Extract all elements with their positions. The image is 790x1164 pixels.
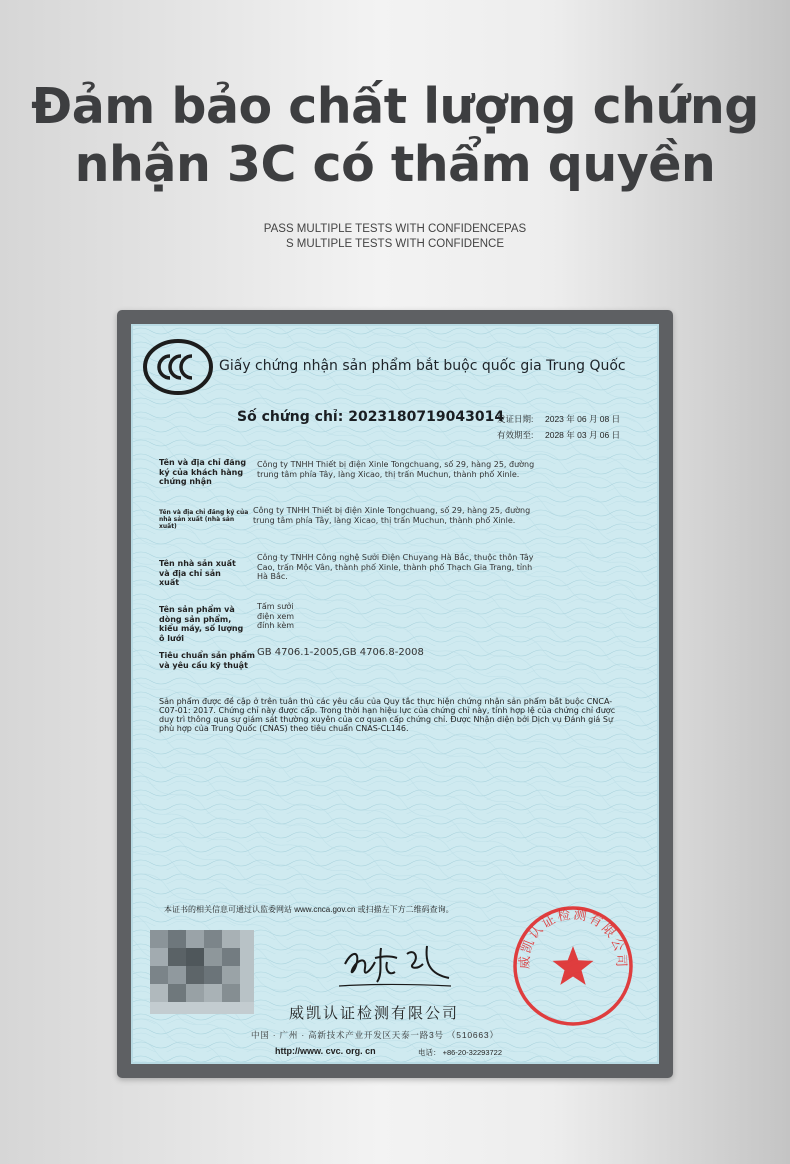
expiry-date-label: 有效期至: — [497, 430, 534, 440]
field-label-manufacturer: Tên và địa chỉ đăng ký của nhà sản xuất (nhà sản xuất) — [159, 509, 249, 530]
field-label-product: Tên sản phẩm và dòng sản phẩm, kiểu máy, số lượng ô lưới — [159, 605, 244, 643]
certificate-statement: Sản phẩm được đề cập ở trên tuân thủ các yêu cầu của Quy tắc thực hiện chứng nhận sản phẩm bắt buộc CNCA-C07-01: 2017. Chứng chỉ này được cấp. Trong thời hạn hiệu lực của chứng chỉ này, tính hợp lệ của chứng chỉ được duy trì thông qua sự giám sát thường xuyên của cơ quan cấp chứng chỉ. Được Nhận diện bởi Dịch vụ Đánh giá Sự phù hợp của Trung Quốc (CNAS) theo tiêu chuẩn CNAS-CL146. — [159, 697, 616, 733]
certificate-title: Giấy chứng nhận sản phẩm bắt buộc quốc gia Trung Quốc — [219, 358, 626, 374]
field-label-standard: Tiêu chuẩn sản phẩm và yêu cầu kỹ thuật — [159, 651, 255, 670]
issue-date: 2023 年 06 月 08 日 — [545, 414, 621, 424]
certificate-number: Số chứng chỉ: 2023180719043014 — [237, 409, 505, 425]
certificate-dates — [497, 411, 620, 443]
seal-text: 威凯认证检测有限公司 — [517, 907, 629, 970]
blurred-qr-code-icon — [150, 930, 254, 1014]
certificate — [131, 324, 659, 1064]
subtitle — [0, 222, 790, 252]
issuer-address: 中国 · 广州 · 高新技术产业开发区天泰一路3号 （510663） — [251, 1030, 499, 1040]
issuer-phone: 电话： +86-20-32293722 — [418, 1048, 503, 1057]
field-value-applicant: Công ty TNHH Thiết bị điện Xinle Tongchuang, số 29, hàng 25, đường trung tâm phía Tây, làng Xicao, thị trấn Muchun, thành phố Xinle. — [257, 460, 535, 479]
red-seal-icon — [511, 904, 635, 1028]
field-value-factory: Công ty TNHH Công nghệ Sưởi Điện Chuyang Hà Bắc, thuộc thôn Tây Cao, trấn Mộc Vân, thành phố Xinle, thành phố Thạch Gia Trang, tỉnh Hà Bắc. — [257, 553, 534, 581]
issuer-name: 威凯认证检测有限公司 — [289, 1005, 460, 1022]
field-value-manufacturer: Công ty TNHH Thiết bị điện Xinle Tongchuang, số 29, hàng 25, đường trung tâm phía Tây, làng Xicao, thị trấn Muchun, thành phố Xinle. — [253, 506, 531, 525]
field-label-factory: Tên nhà sản xuất và địa chỉ sản xuất — [159, 559, 236, 587]
subtitle-line-1: PASS MULTIPLE TESTS WITH CONFIDENCEPAS — [263, 223, 527, 235]
issuer-website: http://www. cvc. org. cn — [275, 1046, 376, 1056]
verification-note: 本证书的相关信息可通过认监委网站 www.cnca.gov.cn 或扫描左下方二维码查询。 — [164, 905, 454, 914]
field-value-product: Tấm sưởi điện xem đính kèm — [257, 602, 295, 630]
headline-line-1: Đảm bảo chất lượng chứng — [31, 78, 759, 135]
field-label-applicant: Tên và địa chỉ đăng ký của khách hàng chứng nhận — [159, 458, 247, 486]
headline-line-2: nhận 3C có thẩm quyền — [74, 136, 716, 193]
subtitle-line-2: S MULTIPLE TESTS WITH CONFIDENCE — [285, 238, 505, 250]
certificate-frame — [117, 310, 673, 1078]
headline — [0, 78, 790, 194]
expiry-date: 2028 年 03 月 06 日 — [545, 430, 621, 440]
signature-icon — [331, 934, 461, 992]
issue-date-label: 发证日期: — [497, 414, 534, 424]
ccc-mark-icon — [143, 339, 213, 395]
field-value-standard: GB 4706.1-2005,GB 4706.8-2008 — [257, 647, 424, 658]
